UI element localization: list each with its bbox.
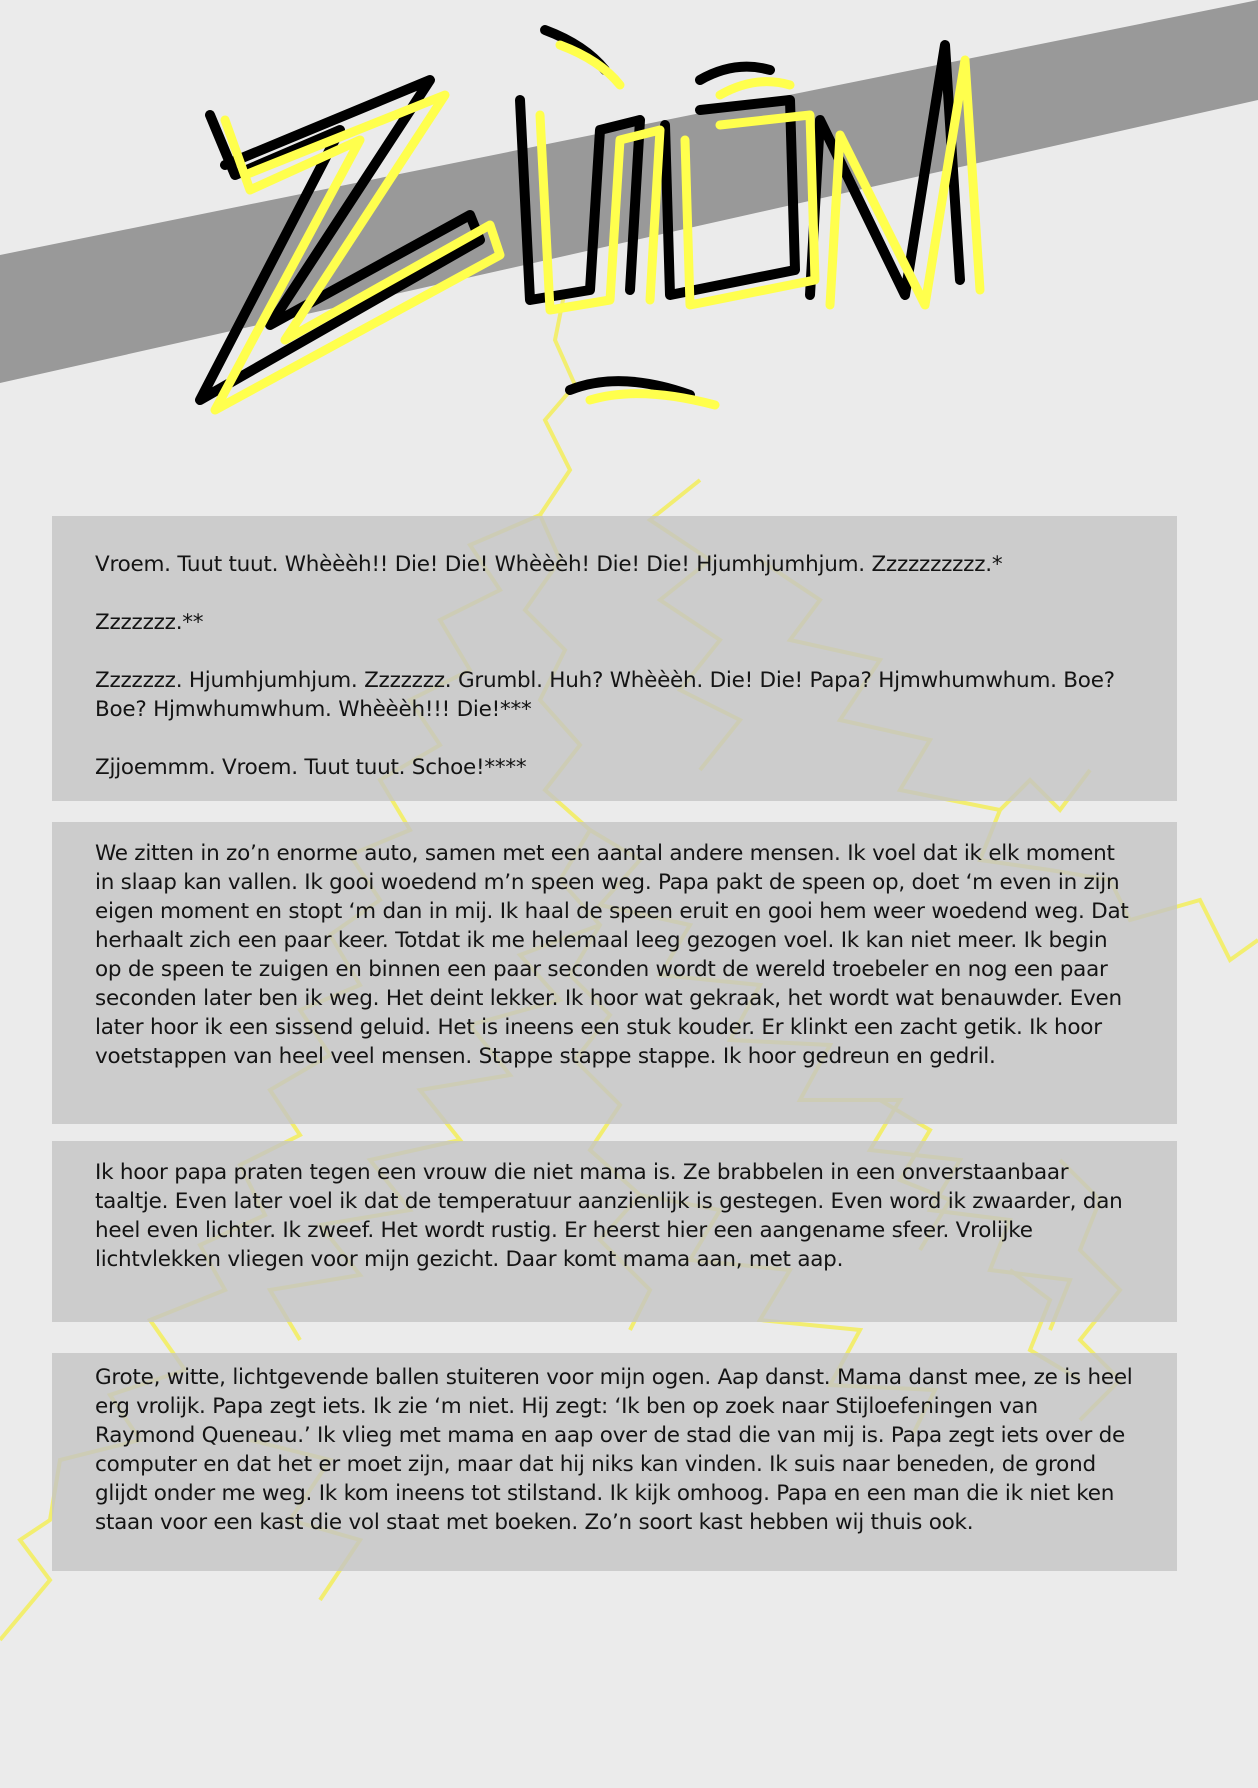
paragraph: Ik hoor papa praten tegen een vrouw die niet mama is. Ze brabbelen in een onverstaanbaar taaltje. Even later voel ik dat de temperatuur aanzienlijk is gestegen. Even word ik zwaarder, dan heel even lichter. Ik zweef. Het wordt rustig. Er heerst hier een aangename sfeer. Vrolijke lichtvlekken vliegen voor mijn gezicht. Daar komt mama aan, met aap. — [95, 1160, 1123, 1272]
text-box-1 — [52, 516, 1177, 801]
paragraph: Zjjoemmm. Vroem. Tuut tuut. Schoe!**** — [95, 755, 527, 780]
paragraph: Vroem. Tuut tuut. Whèèèh!! Die! Die! Whèèèh! Die! Die! Hjumhjumhjum. Zzzzzzzzzz.* — [95, 552, 1003, 577]
title-outline — [200, 30, 960, 400]
paragraph: Zzzzzzz. Hjumhjumhjum. Zzzzzzz. Grumbl. Huh? Whèèèh. Die! Die! Papa? Hjmwhumwhum. Boe?Boe? Hjmwhumwhum. Whèèèh!!! Die!*** — [95, 668, 1115, 722]
text-box-4 — [52, 1353, 1177, 1571]
paragraph: Zzzzzzz.** — [95, 610, 204, 635]
text-box-2 — [52, 822, 1177, 1124]
title-lettering — [0, 0, 1258, 460]
paragraph: We zitten in zo’n enorme auto, samen met een aantal andere mensen. Ik voel dat ik elk moment in slaap kan vallen. Ik gooi woedend m’n speen weg. Papa pakt de speen op, doet ‘m even in zijn eigen moment en stopt ‘m dan in mij. Ik haal de speen eruit en gooi hem weer woedend weg. Dat herhaalt zich een paar keer. Totdat ik me helemaal leeg gezogen voel. Ik kan niet meer. Ik begin op de speen te zuigen en binnen een paar seconden wordt de wereld troebeler en nog een paar seconden later ben ik weg. Het deint lekker. Ik hoor wat gekraak, het wordt wat benauwder. Even later hoor ik een sissend geluid. Het is ineens een stuk kouder. Er klinkt een zacht getik. Ik hoor voetstappen van heel veel mensen. Stappe stappe stappe. Ik hoor gedreun en gedril. — [95, 841, 1129, 1069]
paragraph: Grote, witte, lichtgevende ballen stuiteren voor mijn ogen. Aap danst. Mama danst mee, ze is heel erg vrolijk. Papa zegt iets. Ik zie ‘m niet. Hij zegt: ‘Ik ben op zoek naar Stijloefeningen van Raymond Queneau.’ Ik vlieg met mama en aap over de stad die van mij is. Papa zegt iets over de computer en dat het er moet zijn, maar dat hij niks kan vinden. Ik suis naar beneden, de grond glijdt onder me weg. Ik kom ineens tot stilstand. Ik kijk omhoog. Papa en een man die ik niet ken staan voor een kast die vol staat met boeken. Zo’n soort kast hebben wij thuis ook. — [95, 1365, 1133, 1535]
text-box-3 — [52, 1141, 1177, 1322]
